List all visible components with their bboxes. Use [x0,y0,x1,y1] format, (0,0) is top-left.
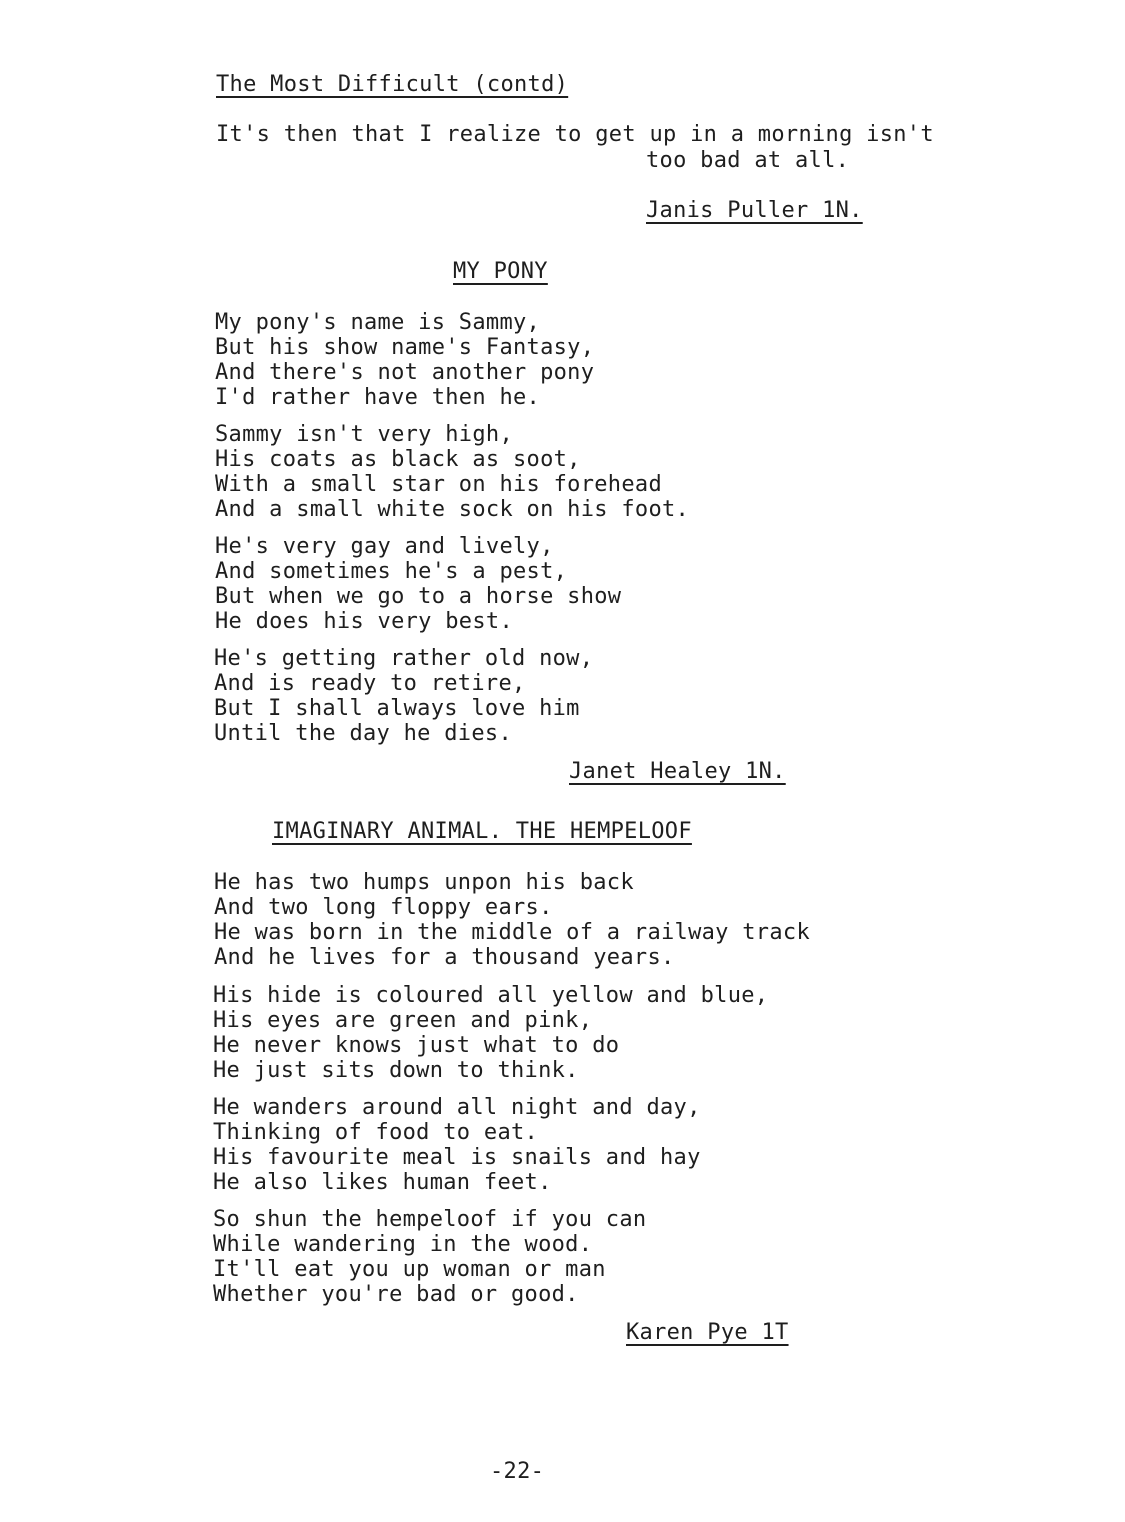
poem-line: His favourite meal is snails and hay [213,1145,701,1170]
poem-line: But I shall always love him [214,696,580,721]
poem-line: His eyes are green and pink, [213,1008,593,1033]
essay-author: Janis Puller 1N. [646,198,863,223]
poem-line: Sammy isn't very high, [215,422,513,447]
poem-line: Whether you're bad or good. [213,1282,579,1307]
poem-line: So shun the hempeloof if you can [213,1207,647,1232]
poem-line: Until the day he dies. [214,721,512,746]
poem-line: He's getting rather old now, [214,646,594,671]
poem-line: He never knows just what to do [213,1033,620,1058]
poem-line: He was born in the middle of a railway track [214,920,810,945]
poem-line: But when we go to a horse show [215,584,622,609]
poem-line: And is ready to retire, [214,671,526,696]
essay-text-line-2: too bad at all. [646,148,850,173]
poem2-author: Karen Pye 1T [626,1320,789,1345]
poem-line: My pony's name is Sammy, [215,310,541,335]
poem-line: And a small white sock on his foot. [215,497,690,522]
poem-line: He's very gay and lively, [215,534,554,559]
poem-line: He has two humps unpon his back [214,870,634,895]
poem-line: It'll eat you up woman or man [213,1257,606,1282]
poem-line: His coats as black as soot, [215,447,581,472]
poem-line: He just sits down to think. [213,1058,579,1083]
poem-line: While wandering in the wood. [213,1232,593,1257]
poem-line: And two long floppy ears. [214,895,553,920]
page-number: -22- [490,1459,545,1484]
essay-title: The Most Difficult (contd) [216,72,569,97]
poem-line: He also likes human feet. [213,1170,552,1195]
poem-line: And there's not another pony [215,360,595,385]
poem-line: And he lives for a thousand years. [214,945,675,970]
poem-line: I'd rather have then he. [215,385,541,410]
poem1-author: Janet Healey 1N. [569,759,786,784]
poem2-title: IMAGINARY ANIMAL. THE HEMPELOOF [272,819,692,844]
poem-line: With a small star on his forehead [215,472,662,497]
poem-line: He wanders around all night and day, [213,1095,701,1120]
poem-line: Thinking of food to eat. [213,1120,539,1145]
poem-line: But his show name's Fantasy, [215,335,595,360]
poem-line: And sometimes he's a pest, [215,559,568,584]
poem-line: His hide is coloured all yellow and blue, [213,983,769,1008]
poem-line: He does his very best. [215,609,513,634]
essay-text-line-1: It's then that I realize to get up in a morning isn't [216,122,934,147]
poem1-title: MY PONY [453,259,548,284]
